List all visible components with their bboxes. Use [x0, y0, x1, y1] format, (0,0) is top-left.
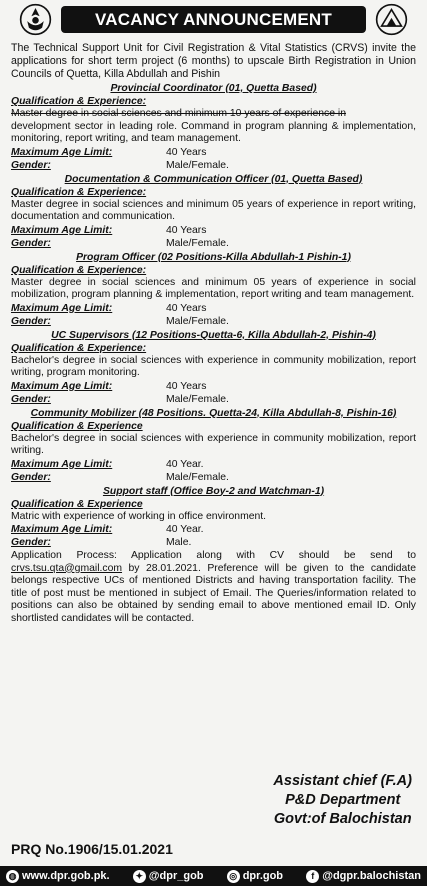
website-link[interactable] [6, 870, 110, 883]
website-text: www.dpr.gob.pk. [22, 870, 110, 882]
age-row [11, 302, 416, 315]
gender-value: Male/Female. [166, 315, 229, 327]
facebook-link[interactable] [306, 870, 421, 883]
qualification-label: Qualification & Experience [11, 498, 143, 510]
age-label: Maximum Age Limit: [11, 458, 113, 470]
signature-line-2: P&D Department [285, 792, 401, 808]
age-row [11, 380, 416, 393]
post-uc-supervisors [11, 329, 416, 406]
gender-value: Male/Female. [166, 393, 229, 405]
qualification-text: development sector in leading role. Command in program planning & implementation, monitoring, report writing, and team management. [11, 120, 416, 144]
gender-row [11, 536, 416, 549]
post-title: Provincial Coordinator (01, Quetta Based) [110, 83, 317, 94]
qualification-text: Bachelor's degree in social sciences with experience in community mobilization, report writing. [11, 432, 416, 456]
gender-row [11, 237, 416, 250]
post-title: Support staff (Office Boy-2 and Watchman-1) [102, 485, 325, 497]
age-label: Maximum Age Limit: [11, 302, 113, 314]
qualification-text: Master degree in social sciences and minimum 05 years of experience in social mobilization, program planning & implementation, report writing and team management. [11, 276, 416, 300]
age-value: 40 Years [166, 302, 207, 314]
post-title: Program Officer (02 Positions-Killa Abdullah-1 Pishin-1) [76, 251, 351, 263]
application-process [11, 550, 416, 626]
twitter-handle: @dpr_gob [148, 870, 204, 882]
post-title: Community Mobilizer (48 Positions. Quetta-24, Killa Abdullah-8, Pishin-16) [30, 407, 397, 419]
qualification-label: Qualification & Experience: [11, 264, 147, 276]
gender-row [11, 393, 416, 406]
qualification-label: Qualification & Experience: [11, 186, 147, 198]
process-rest: by 28.01.2021. Preference will be given to the candidate belongs respective UCs of mentioned Districts and having transportation facility. The title of post must be mentioned in subject of Email. The Queries/information related to positions can also be obtained by sending email to above mentioned email ID. Only shortlisted candidates will be contacted. [11, 562, 416, 624]
signature-line-1: Assistant chief (F.A) [273, 773, 412, 789]
post-documentation-officer [11, 173, 416, 250]
post-title: UC Supervisors (12 Positions-Quetta-6, Killa Abdullah-2, Pishin-4) [51, 329, 376, 341]
signature-line-3: Govt:of Balochistan [273, 811, 412, 827]
gender-label: Gender: [11, 471, 51, 483]
gender-label: Gender: [11, 393, 51, 405]
government-emblem-icon [19, 3, 52, 36]
gender-label: Gender: [11, 315, 51, 327]
age-value: 40 Year. [166, 524, 204, 535]
gender-value: Male/Female. [166, 159, 229, 171]
twitter-link[interactable] [133, 870, 204, 883]
gender-label: Gender: [11, 237, 51, 249]
intro-text: The Technical Support Unit for Civil Registration & Vital Statistics (CRVS) invite the applications for short term project (6 months) to upscale Birth Registration in Union Councils of Quetta, Killa Abdullah and Pishin [11, 42, 416, 80]
twitter-icon: ✦ [133, 870, 146, 883]
gender-value: Male/Female. [166, 237, 229, 249]
gender-value: Male/Female. [166, 471, 229, 483]
age-label: Maximum Age Limit: [11, 224, 113, 236]
age-row [11, 523, 416, 536]
qualification-label: Qualification & Experience: [11, 342, 147, 354]
qualification-text: Master degree in social sciences and minimum 05 years of experience in report writing, documentation and communication. [11, 198, 416, 222]
globe-icon: ◍ [6, 870, 19, 883]
instagram-link[interactable] [227, 870, 283, 883]
qualification-label: Qualification & Experience [11, 420, 143, 432]
facebook-icon: f [306, 870, 319, 883]
gender-row [11, 159, 416, 172]
gender-row [11, 471, 416, 484]
gender-label: Gender: [11, 159, 51, 171]
prq-number: PRQ No.1906/15.01.2021 [11, 841, 173, 857]
post-support-staff [11, 485, 416, 550]
age-value: 40 Year. [166, 458, 204, 470]
age-label: Maximum Age Limit: [11, 146, 113, 158]
post-community-mobilizer [11, 407, 416, 484]
post-title: Documentation & Communication Officer (01, Quetta Based) [64, 173, 363, 185]
post-program-officer [11, 251, 416, 328]
qualification-text: Bachelor's degree in social sciences with experience in community mobilization, report writing, program monitoring. [11, 354, 416, 378]
age-row [11, 224, 416, 237]
age-label: Maximum Age Limit: [11, 380, 113, 392]
instagram-icon: ◎ [227, 870, 240, 883]
process-lead: Application Process: Application along with CV should be send to [11, 550, 416, 561]
signature-block [273, 772, 412, 829]
post-provincial-coordinator [11, 82, 416, 172]
gender-value: Male. [166, 537, 192, 548]
age-label: Maximum Age Limit: [11, 524, 113, 535]
contact-email-link[interactable]: crvs.tsu.qta@gmail.com [11, 562, 123, 574]
header [11, 0, 416, 38]
page-title: VACANCY ANNOUNCEMENT [61, 6, 366, 33]
age-value: 40 Years [166, 380, 207, 392]
gender-label: Gender: [11, 537, 51, 548]
department-logo-icon [375, 3, 408, 36]
gender-row [11, 315, 416, 328]
age-value: 40 Years [166, 224, 207, 236]
footer [11, 772, 416, 866]
qualification-struck-text: Master degree in social sciences and minimum 10 years of experience in [11, 108, 346, 119]
qualification-text: Matric with experience of working in office environment. [11, 510, 267, 522]
social-bar [0, 866, 427, 886]
qualification-label: Qualification & Experience: [11, 96, 147, 107]
instagram-handle: dpr.gob [242, 870, 284, 882]
age-row [11, 458, 416, 471]
age-row [11, 146, 416, 159]
facebook-handle: @dgpr.balochistan [322, 870, 421, 882]
age-value: 40 Years [166, 146, 207, 158]
